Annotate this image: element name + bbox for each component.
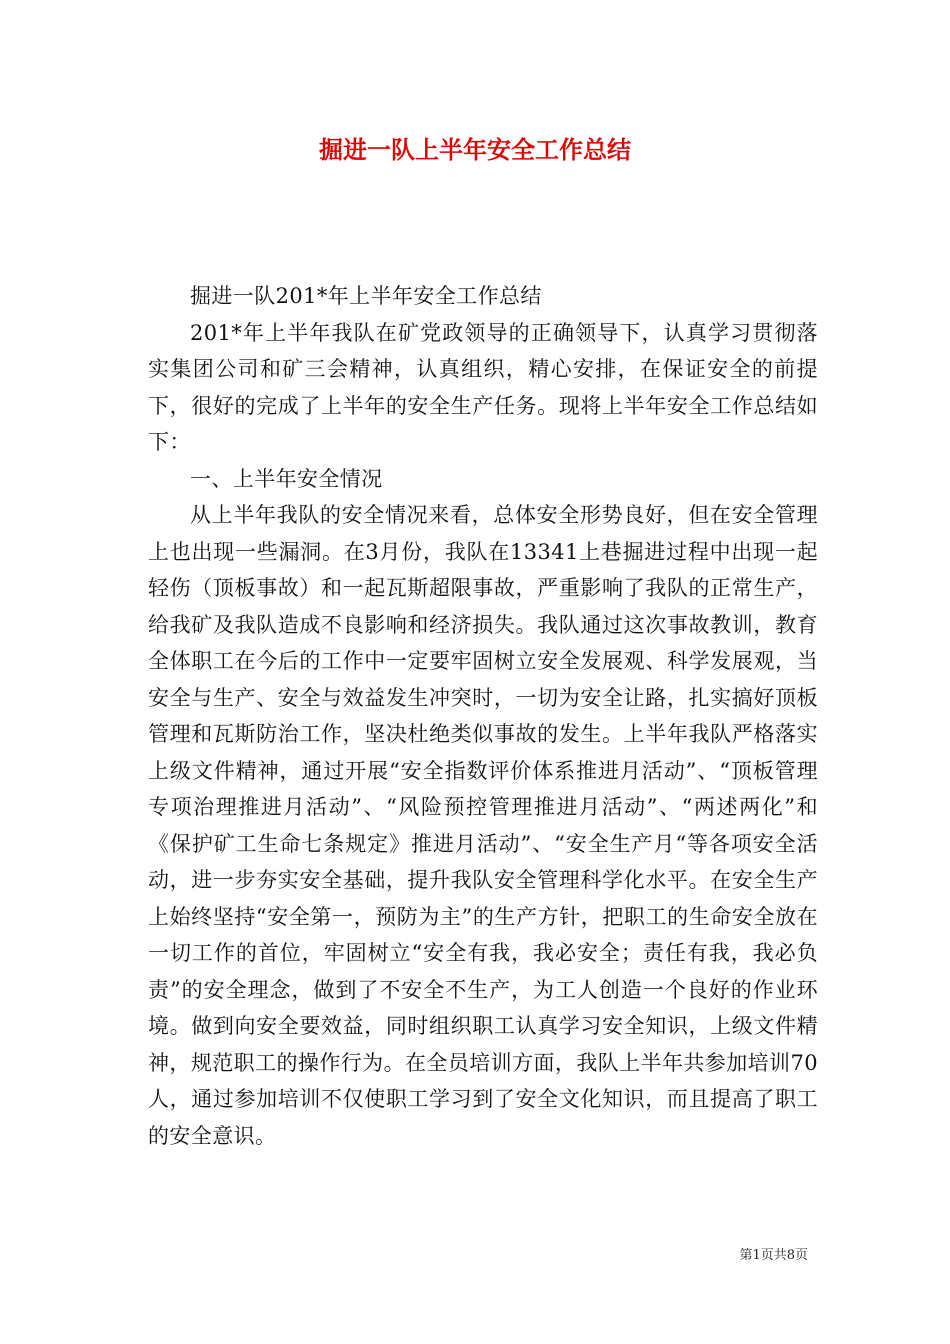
section-heading-1: 一、上半年安全情况 <box>190 466 383 491</box>
body-paragraph-intro: 201*年上半年我队在矿党政领导的正确领导下，认真学习贯彻落实集团公司和矿三会精神，认真组织，精心安排，在保证安全的前提下，很好的完成了上半年的安全生产任务。现将上半年安全工作总结如下： <box>148 320 818 454</box>
body-paragraph-subtitle: 掘进一队201*年上半年安全工作总结 <box>190 284 542 308</box>
page-number: 第1页共8页 <box>739 1248 808 1263</box>
document-title: 掘进一队上半年安全工作总结 <box>319 136 631 164</box>
document-body <box>148 278 818 1154</box>
body-paragraph-safety-situation: 从上半年我队的安全情况来看，总体安全形势良好，但在安全管理上也出现一些漏洞。在3月份，我队在13341上巷掘进过程中出现一起轻伤（顶板事故）和一起瓦斯超限事故，严重影响了我队的正常生产，给我矿及我队造成不良影响和经济损失。我队通过这次事故教训，教育全体职工在今后的工作中一定要牢固树立安全发展观、科学发展观，当安全与生产、安全与效益发生冲突时，一切为安全让路，扎实搞好顶板管理和瓦斯防治工作，坚决杜绝类似事故的发生。上半年我队严格落实上级文件精神，通过开展“安全指数评价体系推进月活动”、“顶板管理专项治理推进月活动”、“风险预控管理推进月活动”、“两述两化”和《保护矿工生命七条规定》推进月活动”、“安全生产月“等各项安全活动，进一步夯实安全基础，提升我队安全管理科学化水平。在安全生产上始终坚持“安全第一，预防为主”的生产方针，把职工的生命安全放在一切工作的首位，牢固树立“安全有我，我必安全；责任有我，我必负责”的安全理念，做到了不安全不生产，为工人创造一个良好的作业环境。做到向安全要效益，同时组织职工认真学习安全知识，上级文件精神，规范职工的操作行为。在全员培训方面，我队上半年共参加培训70人，通过参加培训不仅使职工学习到了安全文化知识，而且提高了职工的安全意识。 <box>148 503 818 1148</box>
